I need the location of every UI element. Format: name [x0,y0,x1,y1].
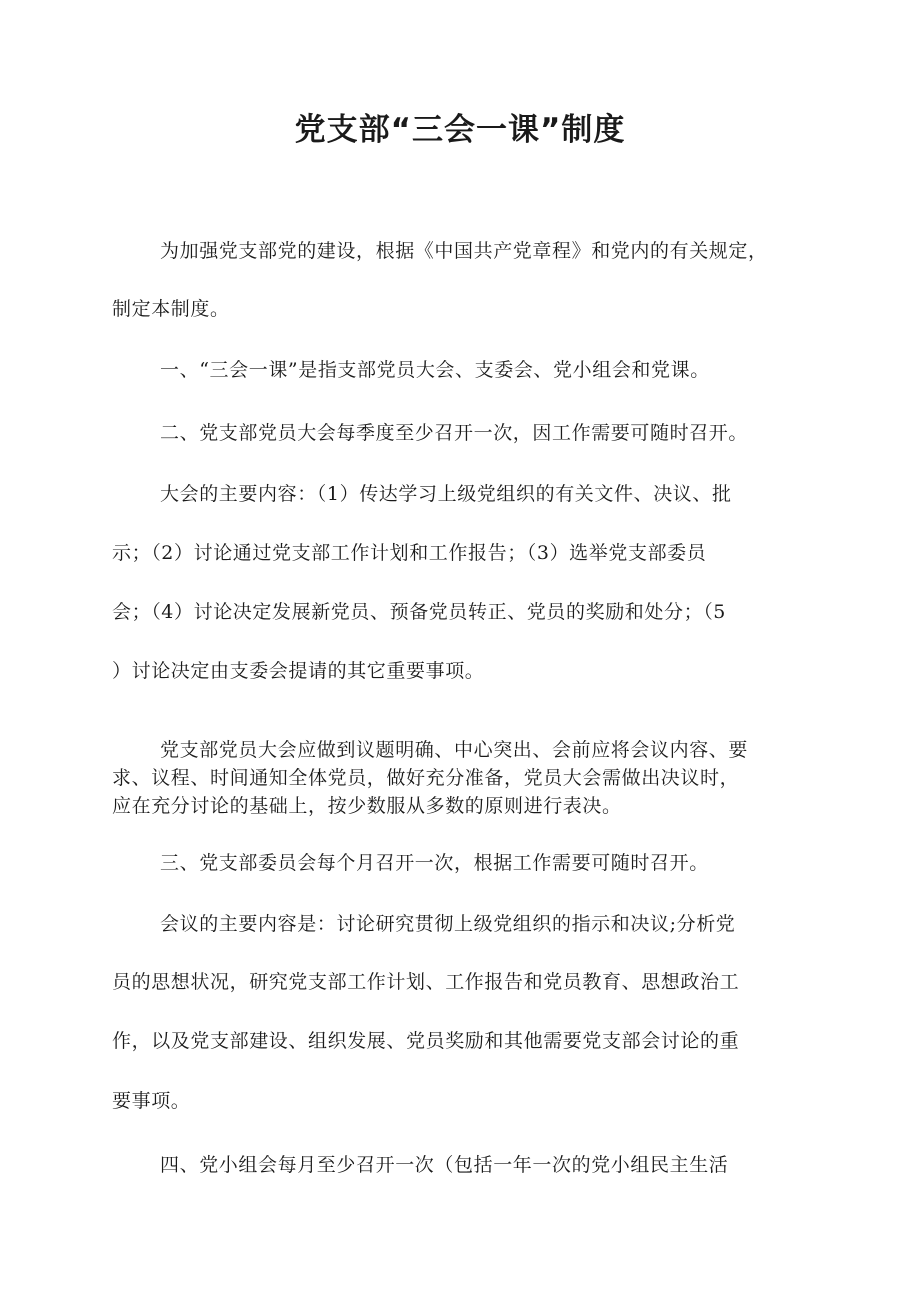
paragraph-line: 会；（4）讨论决定发展新党员、预备党员转正、党员的奖励和处分；（5 [112,601,726,623]
paragraph-line: 四、党小组会每月至少召开一次（包括一年一次的党小组民主生活 [160,1154,729,1176]
paragraph-line: 大会的主要内容：（1）传达学习上级党组织的有关文件、决议、批 [160,483,732,505]
paragraph-line: 党支部党员大会应做到议题明确、中心突出、会前应将会议内容、要 [160,739,749,761]
paragraph-line: 会议的主要内容是：讨论研究贯彻上级党组织的指示和决议;分析党 [160,913,736,935]
paragraph-line: 员的思想状况，研究党支部工作计划、工作报告和党员教育、思想政治工 [112,971,740,993]
paragraph-line: 要事项。 [112,1090,191,1112]
paragraph-line: 二、党支部党员大会每季度至少召开一次，因工作需要可随时召开。 [160,422,749,444]
paragraph-line: 示；（2）讨论通过党支部工作计划和工作报告；（3）选举党支部委员 [112,542,707,564]
paragraph-line: ）讨论决定由支委会提请的其它重要事项。 [112,660,485,682]
paragraph-line: 三、党支部委员会每个月召开一次，根据工作需要可随时召开。 [160,852,709,874]
paragraph-line: 应在充分讨论的基础上，按少数服从多数的原则进行表决。 [112,795,622,817]
paragraph-line: 一、“三会一课”是指支部党员大会、支委会、党小组会和党课。 [160,359,710,381]
paragraph-line: 制定本制度。 [112,298,230,320]
document-title: 党支部“三会一课”制度 [294,112,626,148]
paragraph-line: 为加强党支部党的建设，根据《中国共产党章程》和党内的有关规定， [160,240,768,262]
paragraph-line: 求、议程、时间通知全体党员，做好充分准备，党员大会需做出决议时， [112,767,740,789]
paragraph-line: 作，以及党支部建设、组织发展、党员奖励和其他需要党支部会讨论的重 [112,1030,740,1052]
